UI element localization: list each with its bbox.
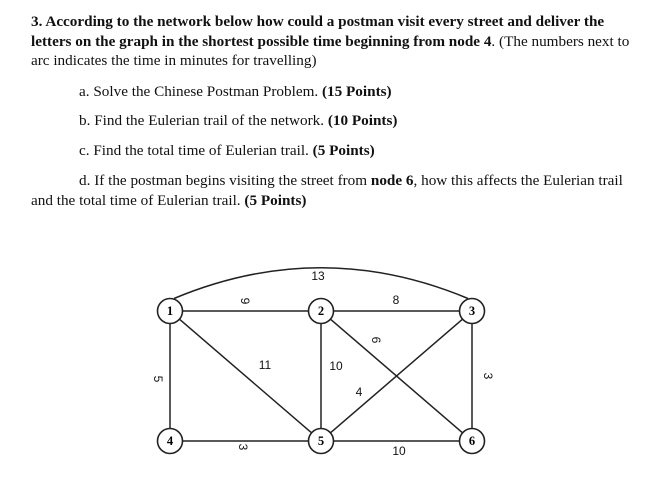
weight-label-3-5: 4 — [355, 385, 363, 400]
part-d-node: node 6 — [370, 172, 414, 189]
node-label-5: 5 — [317, 433, 325, 448]
node-label-6: 6 — [468, 433, 476, 448]
part-b-points: (10 Points) — [327, 112, 398, 129]
node-label-3: 3 — [468, 303, 476, 318]
weight-label-2-3: 8 — [392, 293, 400, 308]
weight-label-1-3: 13 — [311, 269, 325, 284]
node-label-4: 4 — [166, 433, 174, 448]
part-d: d. If the postman begins visiting the street from node 6, how this affects the Eulerian trail and the total time of Eulerian trail. (5 Points) — [31, 172, 623, 209]
weight-label-1-2: 9 — [237, 297, 252, 305]
node-5 — [309, 429, 334, 454]
node-4 — [158, 429, 183, 454]
weight-label-5-6: 10 — [392, 444, 406, 459]
node-6 — [460, 429, 485, 454]
question-intro-text: 3. According to the network below how could a postman visit every street and deliver the letters on the graph in the shortest possible time beginning from — [31, 13, 605, 50]
weight-label-4-5: 3 — [235, 443, 250, 451]
weight-label-3-6: 3 — [480, 372, 495, 380]
node-1 — [158, 299, 183, 324]
weight-label-2-5: 10 — [329, 359, 343, 374]
weight-label-1-4: 5 — [150, 375, 165, 383]
part-c: c. Find the total time of Eulerian trail. (5 Points) — [79, 142, 375, 159]
part-a-points: (15 Points) — [321, 83, 392, 100]
part-d-points: (5 Points) — [244, 191, 307, 209]
edge-1-5 — [179, 319, 311, 433]
question-intro-end: . (The numbers next to arc indicates the time in minutes for travelling) — [31, 32, 630, 69]
part-c-points: (5 Points) — [312, 142, 375, 159]
node-2 — [309, 299, 334, 324]
part-a: a. Solve the Chinese Postman Problem. (15 Points) — [79, 83, 392, 100]
weight-label-2-6: 6 — [368, 336, 383, 344]
node-label-1: 1 — [166, 303, 174, 318]
start-node-label: node 4 — [448, 32, 492, 50]
node-3 — [460, 299, 485, 324]
part-b: b. Find the Eulerian trail of the network. (10 Points) — [79, 112, 398, 129]
edges-layer — [170, 268, 472, 441]
weight-label-1-5: 11 — [258, 358, 272, 373]
node-label-2: 2 — [317, 303, 325, 318]
